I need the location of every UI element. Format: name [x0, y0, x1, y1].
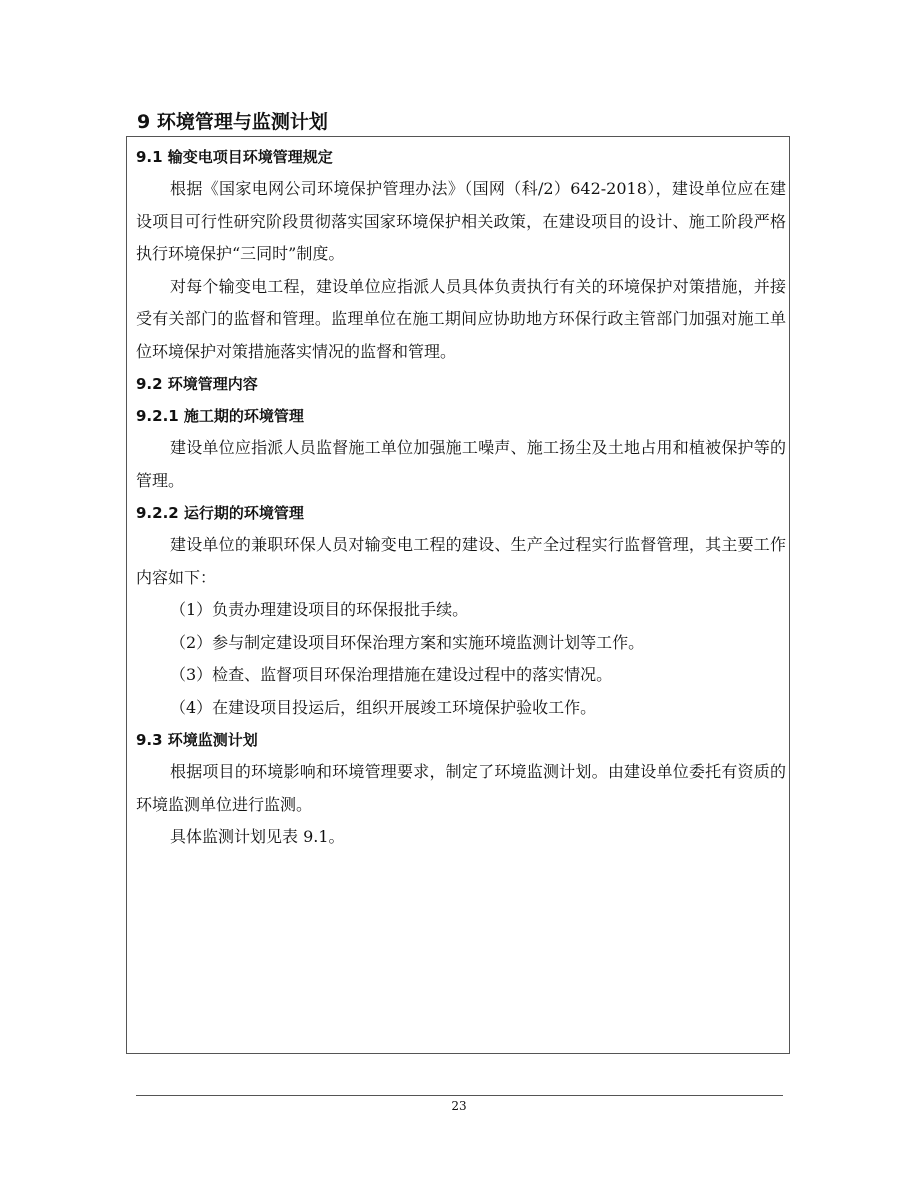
footer-divider: [136, 1095, 783, 1096]
section-heading-9-2-1: 9.2.1 施工期的环境管理: [136, 407, 304, 425]
paragraph: 建设单位的兼职环保人员对输变电工程的建设、生产全过程实行监督管理，其主要工作内容如下：: [136, 535, 786, 587]
list-item: （2）参与制定建设项目环保治理方案和实施环境监测计划等工作。: [170, 632, 645, 652]
list-item: （3）检查、监督项目环保治理措施在建设过程中的落实情况。: [170, 665, 613, 684]
paragraph: 建设单位应指派人员监督施工单位加强施工噪声、施工扬尘及土地占用和植被保护等的管理。: [136, 438, 786, 490]
paragraph: 根据项目的环境影响和环境管理要求，制定了环境监测计划。由建设单位委托有资质的环境监测单位进行监测。: [136, 762, 786, 814]
list-item: （1）负责办理建设项目的环保报批手续。: [170, 600, 469, 619]
section-heading-9-2: 9.2 环境管理内容: [136, 375, 258, 393]
section-heading-9-2-2: 9.2.2 运行期的环境管理: [136, 504, 304, 522]
paragraph: 对每个输变电工程，建设单位应指派人员具体负责执行有关的环境保护对策措施，并接受有关部门的监督和管理。监理单位在施工期间应协助地方环保行政主管部门加强对施工单位环境保护对策措施落实情况的监督和管理。: [136, 276, 786, 361]
paragraph: 具体监测计划见表 9.1。: [170, 827, 345, 846]
paragraph: 根据《国家电网公司环境保护管理办法》（国网（科/2）642-2018），建设单位应在建设项目可行性研究阶段贯彻落实国家环境保护相关政策，在建设项目的设计、施工阶段严格执行环境保护“三同时”制度。: [136, 179, 786, 263]
section-heading-9-3: 9.3 环境监测计划: [136, 731, 258, 749]
section-heading-9-1: 9.1 输变电项目环境管理规定: [136, 148, 333, 166]
page-number: 23: [451, 1099, 467, 1113]
chapter-title: 9 环境管理与监测计划: [137, 111, 328, 133]
list-item: （4）在建设项目投运后，组织开展竣工环境保护验收工作。: [170, 697, 597, 717]
document-body: [136, 141, 786, 854]
